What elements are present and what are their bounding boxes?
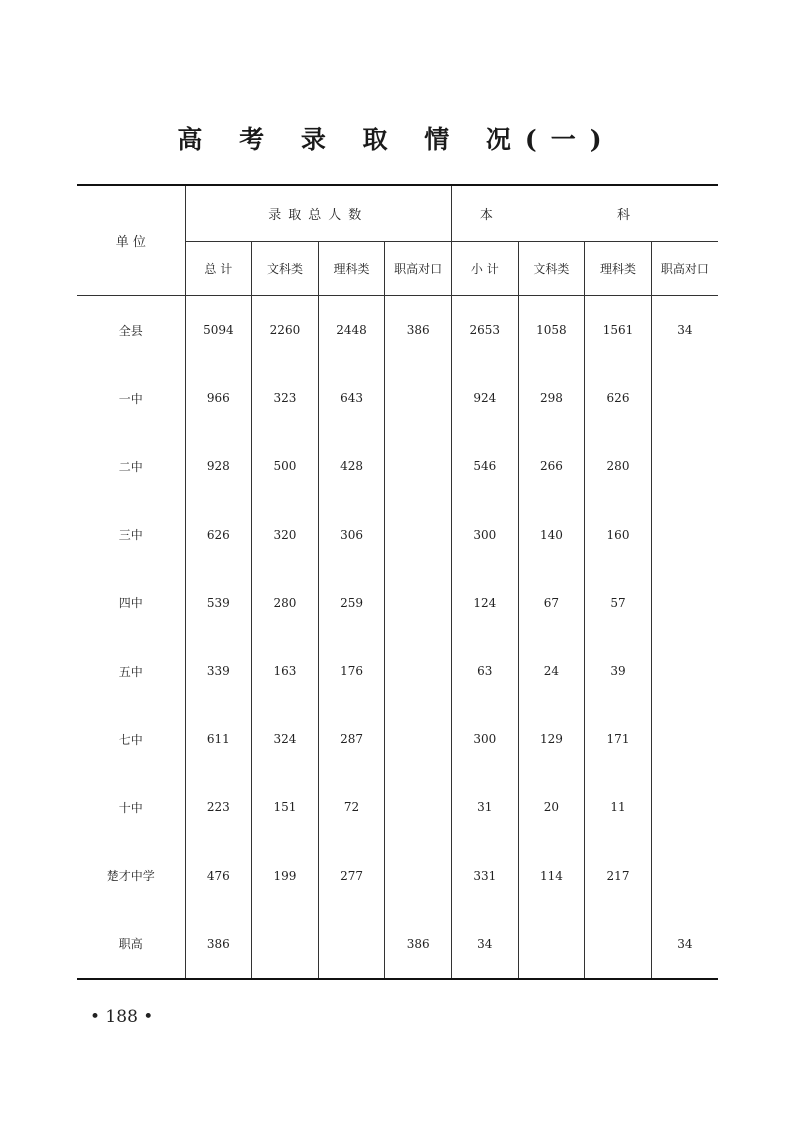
page-number: • 188 •	[90, 1007, 154, 1027]
table-row	[77, 637, 718, 705]
table-row	[77, 910, 718, 979]
row-unit-cell: 一中	[77, 364, 185, 432]
admission-table	[77, 184, 718, 980]
table-row	[77, 842, 718, 910]
row-value-cell: 266	[518, 432, 585, 500]
row-value-cell: 129	[518, 705, 585, 773]
row-value-cell	[385, 501, 452, 569]
row-value-cell: 280	[252, 569, 319, 637]
row-value-cell: 72	[318, 773, 385, 841]
row-unit-cell: 四中	[77, 569, 185, 637]
table-row	[77, 705, 718, 773]
row-value-cell: 160	[585, 501, 652, 569]
row-value-cell	[385, 569, 452, 637]
row-value-cell: 331	[451, 842, 518, 910]
row-unit-cell: 七中	[77, 705, 185, 773]
row-unit-cell: 五中	[77, 637, 185, 705]
subheader-liberal-arts: 文科类	[252, 242, 319, 296]
row-value-cell: 223	[185, 773, 252, 841]
row-value-cell: 626	[185, 501, 252, 569]
row-value-cell	[318, 910, 385, 979]
subheader-total: 总 计	[185, 242, 252, 296]
row-value-cell: 324	[252, 705, 319, 773]
row-value-cell: 63	[451, 637, 518, 705]
row-value-cell: 2653	[451, 296, 518, 365]
row-value-cell: 323	[252, 364, 319, 432]
row-value-cell: 546	[451, 432, 518, 500]
row-value-cell	[651, 364, 718, 432]
row-value-cell: 34	[651, 296, 718, 365]
row-value-cell: 500	[252, 432, 319, 500]
row-value-cell: 2260	[252, 296, 319, 365]
row-value-cell: 259	[318, 569, 385, 637]
subheader-ug-liberal-arts: 文科类	[518, 242, 585, 296]
page-title: 高 考 录 取 情 况(一)	[177, 125, 616, 154]
header-total-admitted: 录取总人数	[185, 185, 451, 242]
row-value-cell: 163	[252, 637, 319, 705]
row-unit-cell: 三中	[77, 501, 185, 569]
row-value-cell: 386	[385, 296, 452, 365]
row-value-cell	[651, 569, 718, 637]
row-value-cell: 428	[318, 432, 385, 500]
row-value-cell: 151	[252, 773, 319, 841]
row-value-cell	[651, 705, 718, 773]
row-value-cell: 476	[185, 842, 252, 910]
row-value-cell: 171	[585, 705, 652, 773]
row-value-cell: 277	[318, 842, 385, 910]
row-value-cell: 626	[585, 364, 652, 432]
subheader-ug-vocational: 职高对口	[651, 242, 718, 296]
row-value-cell: 643	[318, 364, 385, 432]
row-value-cell	[651, 432, 718, 500]
row-value-cell: 300	[451, 705, 518, 773]
row-value-cell	[651, 637, 718, 705]
row-value-cell: 611	[185, 705, 252, 773]
row-value-cell: 20	[518, 773, 585, 841]
row-value-cell: 34	[451, 910, 518, 979]
row-value-cell: 57	[585, 569, 652, 637]
row-value-cell: 114	[518, 842, 585, 910]
row-value-cell: 928	[185, 432, 252, 500]
subheader-ug-science: 理科类	[585, 242, 652, 296]
row-value-cell: 924	[451, 364, 518, 432]
header-unit: 单 位	[77, 185, 185, 296]
table-row	[77, 432, 718, 500]
row-value-cell	[385, 842, 452, 910]
row-value-cell: 287	[318, 705, 385, 773]
table-row	[77, 296, 718, 365]
row-unit-cell: 职高	[77, 910, 185, 979]
row-value-cell	[651, 842, 718, 910]
row-value-cell: 176	[318, 637, 385, 705]
row-value-cell: 298	[518, 364, 585, 432]
row-value-cell	[385, 705, 452, 773]
row-value-cell: 339	[185, 637, 252, 705]
row-value-cell: 5094	[185, 296, 252, 365]
row-value-cell: 966	[185, 364, 252, 432]
row-value-cell	[651, 773, 718, 841]
table-row	[77, 773, 718, 841]
row-value-cell	[385, 773, 452, 841]
row-value-cell: 140	[518, 501, 585, 569]
row-value-cell: 386	[385, 910, 452, 979]
row-value-cell: 31	[451, 773, 518, 841]
row-value-cell: 39	[585, 637, 652, 705]
row-value-cell	[651, 501, 718, 569]
row-unit-cell: 全县	[77, 296, 185, 365]
row-value-cell	[518, 910, 585, 979]
row-unit-cell: 十中	[77, 773, 185, 841]
row-value-cell: 11	[585, 773, 652, 841]
table-row	[77, 501, 718, 569]
row-value-cell: 217	[585, 842, 652, 910]
row-value-cell: 1561	[585, 296, 652, 365]
row-unit-cell: 二中	[77, 432, 185, 500]
row-value-cell: 124	[451, 569, 518, 637]
subheader-science: 理科类	[318, 242, 385, 296]
row-value-cell: 386	[185, 910, 252, 979]
row-value-cell: 34	[651, 910, 718, 979]
row-value-cell: 1058	[518, 296, 585, 365]
row-value-cell: 320	[252, 501, 319, 569]
table-row	[77, 569, 718, 637]
table-body	[77, 296, 718, 979]
subheader-subtotal: 小 计	[451, 242, 518, 296]
row-value-cell	[252, 910, 319, 979]
row-value-cell: 306	[318, 501, 385, 569]
row-value-cell: 539	[185, 569, 252, 637]
row-value-cell	[585, 910, 652, 979]
table-row	[77, 364, 718, 432]
row-value-cell: 24	[518, 637, 585, 705]
row-value-cell: 67	[518, 569, 585, 637]
admission-table-container	[77, 184, 718, 980]
subheader-vocational: 职高对口	[385, 242, 452, 296]
row-value-cell: 2448	[318, 296, 385, 365]
header-undergraduate: 本 科	[451, 185, 718, 242]
row-value-cell	[385, 432, 452, 500]
row-value-cell: 199	[252, 842, 319, 910]
row-value-cell: 280	[585, 432, 652, 500]
row-value-cell	[385, 637, 452, 705]
row-value-cell	[385, 364, 452, 432]
row-unit-cell: 楚才中学	[77, 842, 185, 910]
row-value-cell: 300	[451, 501, 518, 569]
